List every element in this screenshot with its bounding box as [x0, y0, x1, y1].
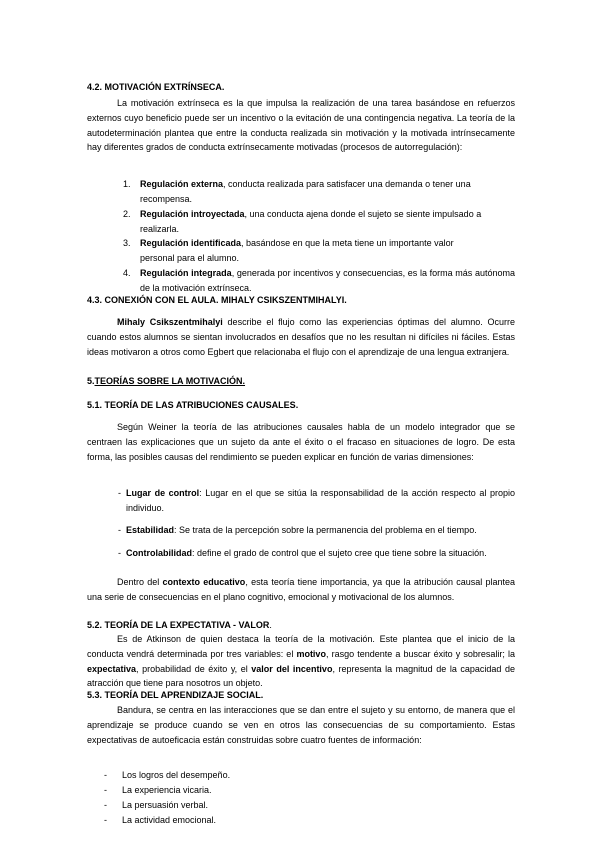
list-term: Lugar de control [126, 488, 200, 498]
dash-bullet: - [118, 488, 121, 498]
list-text: : define el grado de control que el sujeto cree que tiene sobre la situación. [192, 548, 487, 558]
list-text: : Lugar en el que se sitúa la responsabilidad de la acción respecto al propio individuo. [126, 488, 515, 513]
list-text: , generada por incentivos y consecuencias, es la forma más autónoma de la motivación extrínseca. [140, 268, 515, 293]
list-item [118, 486, 515, 516]
section-heading-5 [87, 374, 245, 389]
list-text: , basándose en que la meta tiene un importante valor personal para el alumno. [140, 238, 454, 263]
paragraph-text: Dentro del [117, 577, 163, 587]
list-number: 4. [123, 268, 131, 278]
list-item [104, 798, 404, 813]
list-item [104, 783, 404, 798]
list-text: Los logros del desempeño. [122, 770, 231, 780]
dash-bullet: - [118, 548, 121, 558]
list-term: Regulación integrada [140, 268, 232, 278]
paragraph-5-2 [87, 632, 515, 691]
key-term: valor del incentivo [251, 663, 333, 674]
section-title: 5.2. TEORÍA DE LA EXPECTATIVA - VALOR [87, 620, 270, 630]
section-heading-5-3: 5.3. TEORÍA DEL APRENDIZAJE SOCIAL. [87, 690, 264, 700]
list-text: La actividad emocional. [122, 815, 217, 825]
list-text: : Se trata de la percepción sobre la permanencia del problema en el tiempo. [174, 525, 477, 535]
list-number: 3. [123, 238, 131, 248]
paragraph-text: Es de Atkinson de quien destaca la teoría de la motivación. Este plantea que el inicio de la conducta vendrá determinada por tres variables: el [87, 634, 515, 659]
list-item [123, 236, 515, 266]
dash-bullet: - [118, 525, 121, 535]
list-number: 2. [123, 209, 131, 219]
list-term: Estabilidad [126, 525, 175, 535]
list-item [118, 546, 515, 561]
dash-bullet: - [104, 800, 107, 810]
dash-bullet: - [104, 815, 107, 825]
section-title: TEORÍAS SOBRE LA MOTIVACIÓN. [94, 376, 246, 386]
section-number: 5. [87, 376, 95, 386]
section-heading-5-2 [87, 618, 272, 633]
list-item [104, 813, 404, 828]
list-item [118, 523, 515, 538]
paragraph-text: , representa la magnitud de la capacidad de atracción que tiene para nosotros un objeto. [87, 663, 515, 689]
section-heading-4-2: 4.2. MOTIVACIÓN EXTRÍNSECA. [87, 82, 225, 92]
heading-period: . [269, 620, 272, 630]
list-text: La experiencia vicaria. [122, 785, 212, 795]
list-item [104, 768, 404, 783]
section-heading-5-1: 5.1. TEORÍA DE LAS ATRIBUCIONES CAUSALES. [87, 400, 299, 410]
list-term: Regulación introyectada [140, 209, 245, 219]
list-term: Regulación externa [140, 179, 224, 189]
list-text: La persuasión verbal. [122, 800, 209, 810]
paragraph-text: describe el flujo como las experiencias óptimas del alumno. Ocurre cuando estos alumnos se sientan involucrados en desafíos que no les resultan ni difíciles ni fáciles. Estas ideas motivaron a otros como Egbert que relacionaba el flujo con el aprendizaje de una lengua extranjera. [87, 317, 515, 357]
paragraph-5-3: Bandura, se centra en las interacciones que se dan entre el sujeto y su entorno, de manera que el aprendizaje se produce cuando se ven en otros las consecuencias de su comportamiento. Estas expectativas de autoeficacia están construidas sobre cuatro fuentes de información: [87, 705, 515, 745]
paragraph-text: , esta teoría tiene importancia, ya que la atribución causal plantea una serie de consecuencias en el plano cognitivo, emocional y motivacional de los alumnos. [87, 577, 515, 602]
paragraph-4-3 [87, 315, 515, 359]
paragraph-text: , rasgo tendente a buscar éxito y sobresalir; la [325, 648, 515, 659]
paragraph-5-1-closing [87, 575, 515, 605]
paragraph-text: , probabilidad de éxito y, el [136, 663, 252, 674]
list-term: Controlabilidad [126, 548, 192, 558]
list-text: , conducta realizada para satisfacer una demanda o tener una recompensa. [140, 179, 471, 204]
section-heading-4-3: 4.3. CONEXIÓN CON EL AULA. MIHALY CSIKSZENTMIHALYI. [87, 295, 347, 305]
list-item [123, 177, 515, 207]
paragraph-5-1: Según Weiner la teoría de las atribuciones causales habla de un modelo integrador que se centraen las explicaciones que un sujeto da ante el éxito o el fracaso en situaciones de logro. De esta forma, las posibles causas del rendimiento se pueden explicar en función de varias dimensiones: [87, 422, 515, 462]
key-term: motivo [296, 648, 326, 659]
key-term: contexto educativo [162, 577, 246, 587]
key-term: expectativa [87, 663, 137, 674]
list-item [123, 207, 515, 237]
paragraph-4-2: La motivación extrínseca es la que impulsa la realización de una tarea basándose en refuerzos externos cuyo beneficio puede ser un incentivo o la evitación de una contingencia negativa. La teoría de la autodeterminación plantea que entre la conducta realizada sin motivación y la motivada intrínsecamente hay diferentes grados de conducta extrínsecamente motivadas (procesos de autorregulación): [87, 98, 515, 153]
dash-bullet: - [104, 770, 107, 780]
list-text: , una conducta ajena donde el sujeto se siente impulsado a realizarla. [140, 209, 482, 234]
list-item [123, 266, 515, 296]
author-name: Mihaly Csikszentmihalyi [117, 317, 223, 327]
list-number: 1. [123, 179, 131, 189]
dash-bullet: - [104, 785, 107, 795]
list-term: Regulación identificada [140, 238, 242, 248]
